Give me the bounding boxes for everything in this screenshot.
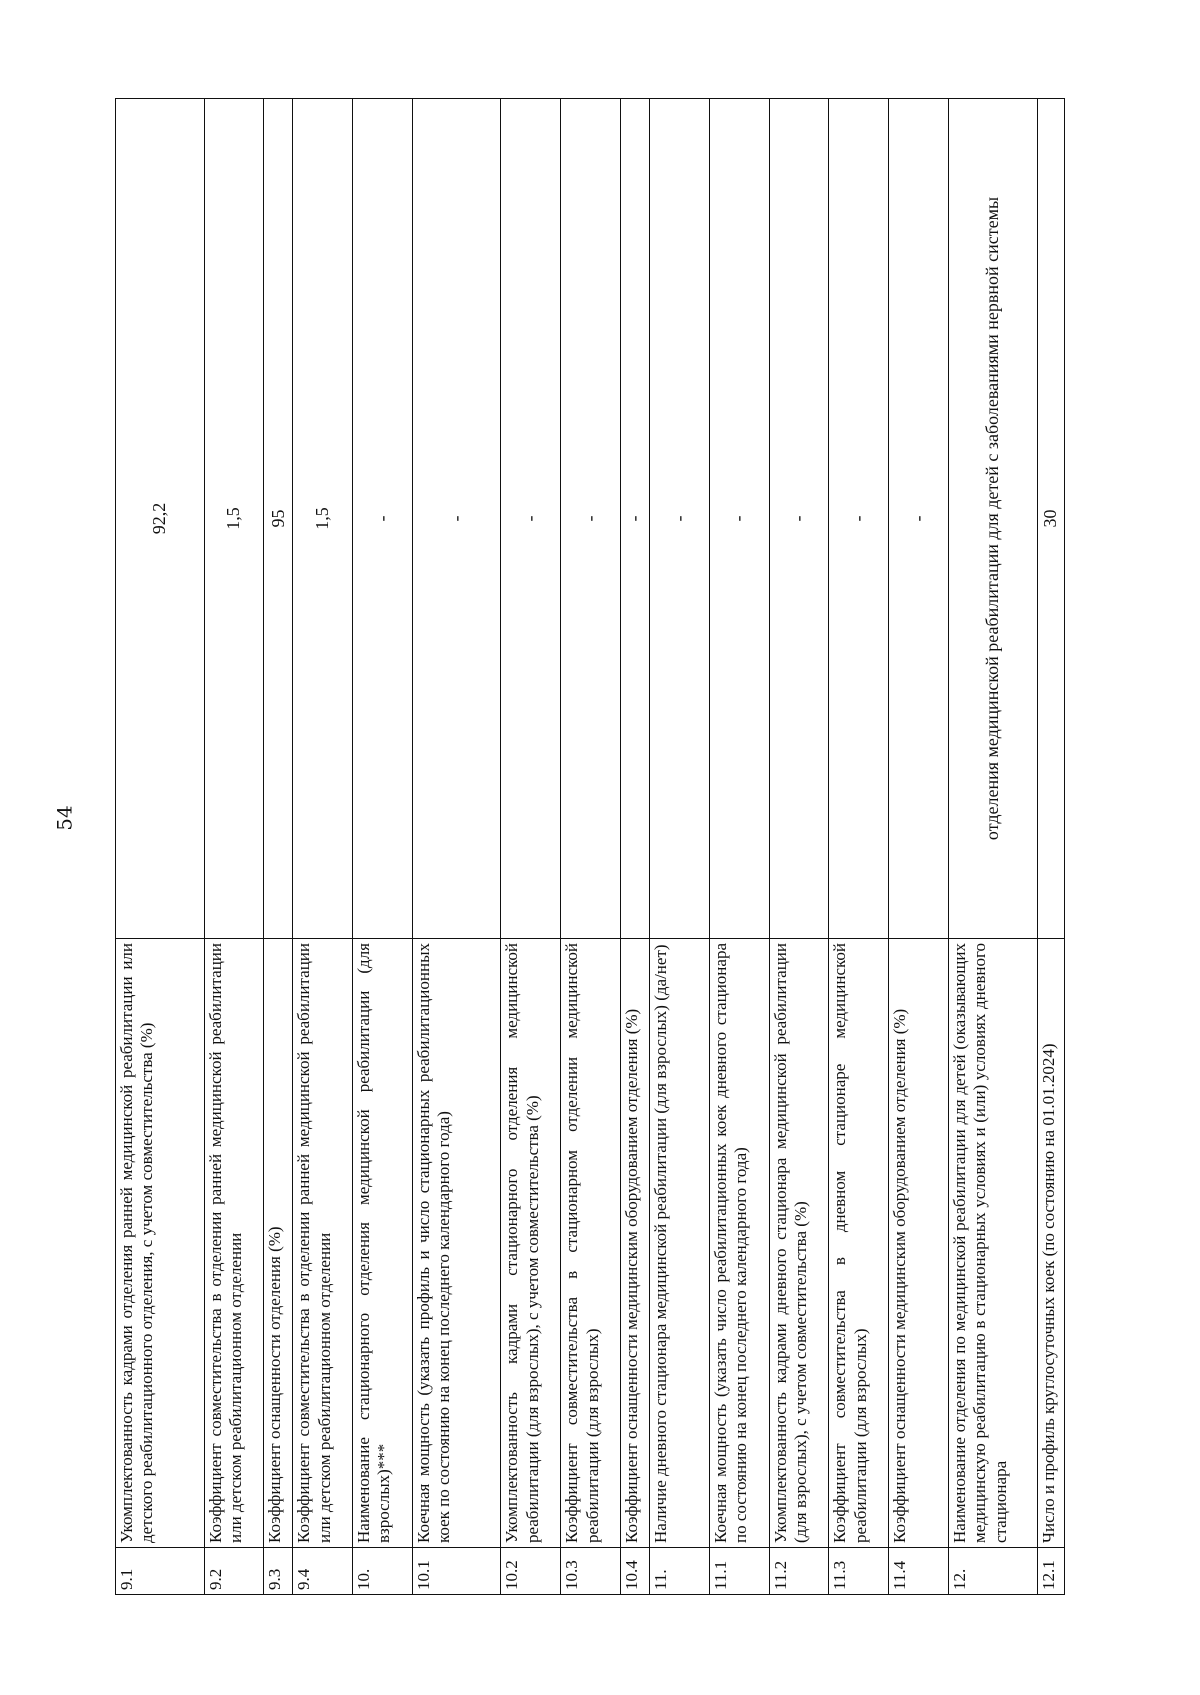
row-description: Укомплектованность кадрами стационарного отделения медицинской реабилитации (для взрослых), с учетом совместительства (%) — [501, 939, 561, 1548]
row-description: Наименование стационарного отделения медицинской реабилитации (для взрослых)*** — [353, 939, 413, 1548]
table-row — [1037, 99, 1064, 1595]
row-description: Коэффициент оснащенности отделения (%) — [264, 939, 293, 1548]
row-description: Коэффициент оснащенности медицинским оборудованием отделения (%) — [889, 939, 949, 1548]
row-value: - — [769, 99, 829, 939]
row-number: 9.1 — [116, 1548, 205, 1595]
row-number: 12.1 — [1037, 1548, 1064, 1595]
row-value: - — [889, 99, 949, 939]
page-number: 54 — [52, 805, 77, 831]
row-description: Укомплектованность кадрами дневного стационара медицинской реабилитации (для взрослых), с учетом совместительства (%) — [769, 939, 829, 1548]
table-row — [116, 99, 205, 1595]
row-value: - — [501, 99, 561, 939]
row-number: 10. — [353, 1548, 413, 1595]
row-value: - — [709, 99, 769, 939]
indicators-table — [115, 98, 1065, 1595]
table-row — [412, 99, 501, 1595]
row-number: 9.4 — [293, 1548, 353, 1595]
table-row — [889, 99, 949, 1595]
row-description: Коэффициент совместительства в отделении ранней медицинской реабилитации или детском реабилитационном отделении — [293, 939, 353, 1548]
row-number: 10.4 — [621, 1548, 650, 1595]
row-number: 9.2 — [204, 1548, 264, 1595]
table-row — [204, 99, 264, 1595]
row-value: - — [561, 99, 621, 939]
row-description: Коэффициент совместительства в дневном стационаре медицинской реабилитации (для взрослых) — [829, 939, 889, 1548]
row-number: 12. — [948, 1548, 1037, 1595]
row-value: - — [412, 99, 501, 939]
row-description: Коэффициент оснащенности медицинским оборудованием отделения (%) — [621, 939, 650, 1548]
table-row — [621, 99, 650, 1595]
table-row — [829, 99, 889, 1595]
rotated-page-content — [115, 98, 1065, 1595]
table-row — [948, 99, 1037, 1595]
row-number: 11.2 — [769, 1548, 829, 1595]
table-row — [293, 99, 353, 1595]
row-description: Число и профиль круглосуточных коек (по состоянию на 01.01.2024) — [1037, 939, 1064, 1548]
table-row — [264, 99, 293, 1595]
row-value: - — [353, 99, 413, 939]
table-row — [561, 99, 621, 1595]
department-name: отделения медицинской реабилитации для детей с заболеваниями нервной системы — [948, 99, 1037, 939]
row-description: Наличие дневного стационара медицинской реабилитации (для взрослых) (да/нет) — [649, 939, 709, 1548]
row-description: Укомплектованность кадрами отделения ранней медицинской реабилитации или детского реабилитационного отделения, с учетом совместительства (%) — [116, 939, 205, 1548]
row-number: 10.1 — [412, 1548, 501, 1595]
row-description: Коэффициент совместительства в отделении ранней медицинской реабилитации или детском реабилитационном отделении — [204, 939, 264, 1548]
row-number: 11.3 — [829, 1548, 889, 1595]
row-value: 92,2 — [116, 99, 205, 939]
row-number: 11.4 — [889, 1548, 949, 1595]
row-value: - — [829, 99, 889, 939]
row-value: 95 — [264, 99, 293, 939]
table-row — [649, 99, 709, 1595]
row-value: 1,5 — [293, 99, 353, 939]
row-value: - — [621, 99, 650, 939]
table-row — [709, 99, 769, 1595]
indicators-table-body — [116, 99, 1065, 1595]
row-description: Коечная мощность (указать число реабилитационных коек дневного стационара по состоянию на конец последнего календарного года) — [709, 939, 769, 1548]
table-row — [501, 99, 561, 1595]
row-number: 10.2 — [501, 1548, 561, 1595]
row-value: 30 — [1037, 99, 1064, 939]
row-description: Коэффициент совместительства в стационарном отделении медицинской реабилитации (для взрослых) — [561, 939, 621, 1548]
row-value: - — [649, 99, 709, 939]
row-description: Коечная мощность (указать профиль и число стационарных реабилитационных коек по состоянию на конец последнего календарного года) — [412, 939, 501, 1548]
row-number: 9.3 — [264, 1548, 293, 1595]
row-number: 11. — [649, 1548, 709, 1595]
row-number: 11.1 — [709, 1548, 769, 1595]
row-number: 10.3 — [561, 1548, 621, 1595]
table-row — [769, 99, 829, 1595]
row-description: Наименование отделения по медицинской реабилитации для детей (оказывающих медицинскую реабилитацию в стационарных условиях и (или) условиях дневного стационара — [948, 939, 1037, 1548]
table-row — [353, 99, 413, 1595]
row-value: 1,5 — [204, 99, 264, 939]
